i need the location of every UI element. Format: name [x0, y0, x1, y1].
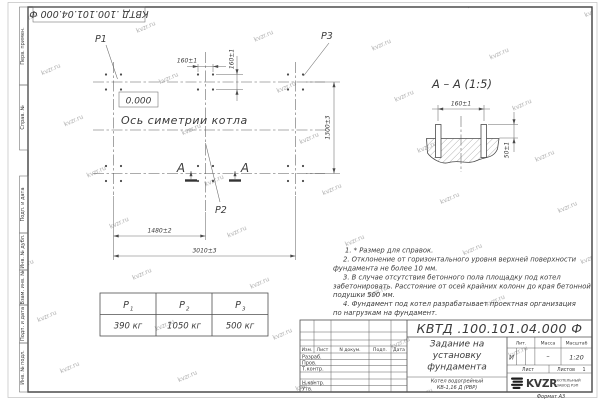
note-line-7: 4. Фундамент под котел разрабатывает проектная организация: [343, 300, 576, 308]
mass-header: Масса: [540, 341, 556, 347]
frame-label-perv-primen: Перв. примен.: [19, 27, 26, 65]
col-izm: Изм.: [301, 347, 313, 353]
doc-title-line-2: установку: [432, 351, 482, 361]
load-label-p3: P3: [321, 31, 333, 42]
elevation-value: 0.000: [125, 96, 152, 107]
note-line-4: 3. В случае отсутствия бетонного пола площадку под котел: [343, 273, 561, 282]
top-designation-stamp: [29, 7, 148, 22]
note-line-2: 2. Отклонение от горизонтального уровня верхней поверхности: [343, 255, 577, 264]
table-value-p2: 1050 кг: [167, 321, 201, 332]
scale-value: 1:20: [569, 353, 584, 362]
load-label-p1: P1: [95, 34, 107, 45]
dim-1300-text: 1300±3: [324, 115, 332, 140]
col-podp: Подп.: [373, 347, 387, 353]
product-line-1: Котел водогрейный: [430, 378, 484, 385]
frame-label-vzam-inv: Взам. инв. №: [19, 270, 26, 305]
dim-1480-text: 1480±2: [147, 227, 172, 235]
row-utv: Утв.: [302, 386, 313, 393]
load-label-p2: P2: [215, 205, 227, 216]
note-line-1: 1. * Размер для справок.: [345, 246, 434, 255]
product-line-2: КВ-1,16 Д (РВР): [436, 385, 478, 391]
sheet-label: Лист: [521, 367, 535, 373]
table-header-p2: P: [179, 300, 185, 311]
table-header-p2-sub: 2: [186, 306, 190, 313]
logo-caption-line-2: ЗАВОД РЭП: [556, 383, 579, 388]
note-line-8: по нагрузкам на фундамент.: [333, 309, 438, 317]
frame-label-podp-data-1: Подп. и дата: [19, 187, 26, 222]
section-letter-left: А: [176, 161, 186, 175]
doc-title-line-3: фундамента: [427, 362, 487, 373]
dim-160v-text: 160±1: [228, 48, 236, 70]
anchor-bolt-left: [436, 125, 442, 158]
table-header-p1: P: [123, 300, 129, 311]
dim-section-160-text: 160±1: [450, 100, 472, 108]
frame-label-inv-podl: Инв. № подл.: [19, 350, 26, 385]
table-value-p3: 500 кг: [225, 321, 255, 332]
row-nkontr: Н.контр.: [302, 380, 325, 387]
dim-3010-text: 3010±3: [192, 247, 217, 255]
doc-title-line-1: Задание на: [429, 339, 485, 350]
table-header-p1-sub: 1: [130, 306, 134, 313]
dim-160h-text: 160±1: [176, 57, 198, 65]
anchor-bolt-right: [481, 125, 487, 158]
col-dokum: N докум.: [339, 347, 361, 353]
logo-caption-line-1: КОТЕЛЬНЫЙ: [556, 378, 581, 383]
product-name: [431, 379, 484, 392]
note-line-5: забетонировать. Расстояние от осей крайних колонн до края бетонной: [333, 282, 591, 291]
left-frame-labels: [20, 7, 29, 392]
table-header-p3-sub: 3: [242, 306, 246, 313]
col-list: Лист: [316, 347, 329, 353]
format-label: Формат А3: [536, 393, 566, 400]
lit-value: И: [509, 353, 514, 362]
col-data: Дата: [393, 347, 405, 353]
kvzr-logo-text: KVZR: [526, 378, 558, 390]
lit-header: Лит.: [515, 341, 527, 347]
top-designation-text: КВТД .100.101.04.000 Ф: [29, 8, 149, 19]
frame-label-podp-data-2: Подп. и дата: [19, 306, 26, 342]
doc-designation: КВТД .100.101.04.000 Ф: [416, 321, 583, 336]
table-header-p3: P: [235, 300, 241, 311]
note-line-6: подушки 500 мм.: [333, 291, 395, 299]
symmetry-axis-label: Ось симетрии котла: [121, 114, 248, 127]
notes-block: [333, 247, 591, 318]
table-value-p1: 390 кг: [113, 321, 143, 332]
sheets-label: Листов: [557, 367, 575, 373]
doc-title: [427, 340, 487, 373]
sheets-count: 1: [582, 367, 586, 373]
row-razrab: Разраб.: [302, 354, 322, 361]
row-tkontr: Т.контр.: [302, 366, 324, 373]
row-prov: Пров.: [302, 360, 317, 367]
dim-50-text: 50±1: [503, 141, 511, 159]
scale-header: Масштаб: [565, 341, 588, 347]
section-letter-right: А: [240, 161, 250, 175]
frame-label-inv-dubl: Инв. № дубл.: [19, 234, 26, 269]
section-title: А – А (1:5): [432, 77, 492, 91]
note-line-3: фундамента не более 10 мм.: [333, 264, 438, 273]
mass-value: –: [546, 352, 550, 361]
frame-label-sprav-n: Справ. №: [19, 105, 26, 130]
